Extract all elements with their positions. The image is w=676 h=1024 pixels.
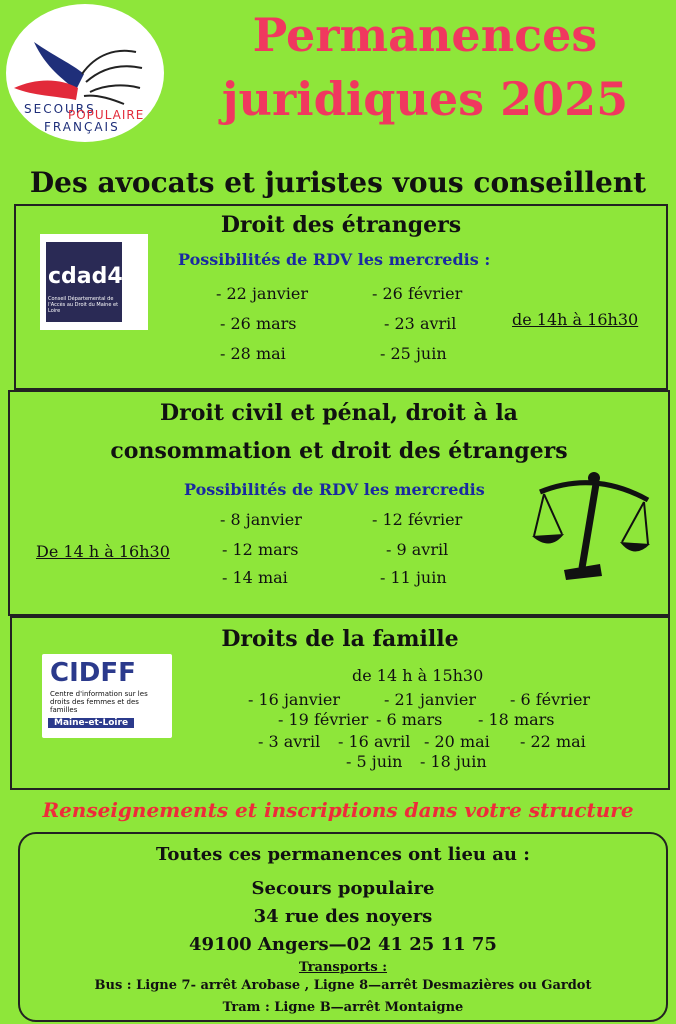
section2-date: - 8 janvier [220, 510, 302, 529]
section3-date: - 5 juin [346, 752, 403, 771]
section2-date: - 12 mars [222, 540, 299, 559]
logo-text-secours: SECOURS [24, 102, 96, 116]
section3-date: - 18 juin [420, 752, 487, 771]
section2-date: - 11 juin [380, 568, 447, 587]
section-droit-etrangers [14, 204, 668, 390]
scales-of-justice-icon [530, 464, 650, 584]
section3-hours: de 14 h à 15h30 [352, 666, 484, 685]
cdad-caption: Conseil Départemental de l'Accès au Droit du Maine et Loire [48, 296, 119, 314]
section2-title-line-2: consommation et droit des étrangers [110, 438, 568, 464]
red-note: Renseignements et inscriptions dans votre structure [42, 798, 634, 822]
section3-date: - 6 mars [376, 710, 443, 729]
logo-text-francais: FRANÇAIS [44, 120, 120, 134]
cidff-tag: Maine-et-Loire [48, 718, 134, 728]
section1-date: - 26 février [372, 284, 463, 303]
location-place: Secours populaire [251, 878, 435, 899]
title-line-2: juridiques 2025 [221, 72, 629, 126]
bus-info: Bus : Ligne 7- arrêt Arobase , Ligne 8—arrêt Desmazières ou Gardot [94, 978, 592, 993]
section-droit-civil-penal [8, 390, 670, 616]
section3-date: - 16 avril [338, 732, 411, 751]
section3-date: - 22 mai [520, 732, 586, 751]
section2-date: - 14 mai [222, 568, 288, 587]
section2-date: - 12 février [372, 510, 463, 529]
section-droits-famille [10, 616, 670, 790]
section1-rdv: Possibilités de RDV les mercredis : [178, 250, 491, 269]
cidff-logo [42, 654, 172, 738]
section3-date: - 6 février [510, 690, 591, 709]
section1-date: - 22 janvier [216, 284, 309, 303]
section1-date: - 25 juin [380, 344, 447, 363]
logo-text-populaire: POPULAIRE [68, 108, 145, 122]
section3-date: - 19 février [278, 710, 369, 729]
cdad49-logo [40, 234, 148, 330]
section3-date: - 16 janvier [248, 690, 341, 709]
location-heading: Toutes ces permanences ont lieu au : [156, 844, 530, 865]
cidff-caption: Centre d'information sur les droits des femmes et des familles [50, 690, 148, 714]
cdad-wordmark: cdad49 [48, 264, 138, 289]
section3-date: - 3 avril [258, 732, 321, 751]
title-line-1: Permanences [252, 8, 598, 62]
section3-title: Droits de la famille [221, 626, 459, 652]
section2-hours: De 14 h à 16h30 [36, 542, 170, 561]
section1-title: Droit des étrangers [220, 212, 462, 238]
section3-date: - 20 mai [424, 732, 490, 751]
location-street: 34 rue des noyers [253, 906, 433, 927]
section2-rdv: Possibilités de RDV les mercredis [184, 480, 485, 499]
section1-date: - 28 mai [220, 344, 286, 363]
transports-label: Transports : [298, 960, 388, 975]
location-city-phone: 49100 Angers—02 41 25 11 75 [189, 934, 497, 955]
location-info-box [18, 832, 668, 1022]
section1-date: - 23 avril [384, 314, 457, 333]
tram-info: Tram : Ligne B—arrêt Montaigne [222, 1000, 464, 1015]
secours-populaire-logo [6, 4, 164, 142]
section1-date: - 26 mars [220, 314, 297, 333]
subtitle: Des avocats et juristes vous conseillent [29, 166, 647, 199]
section2-date: - 9 avril [386, 540, 449, 559]
cidff-wordmark: CIDFF [50, 658, 136, 688]
section2-title-line-1: Droit civil et pénal, droit à la [160, 400, 518, 426]
section3-date: - 18 mars [478, 710, 555, 729]
section3-date: - 21 janvier [384, 690, 477, 709]
section1-hours: de 14h à 16h30 [512, 310, 639, 329]
